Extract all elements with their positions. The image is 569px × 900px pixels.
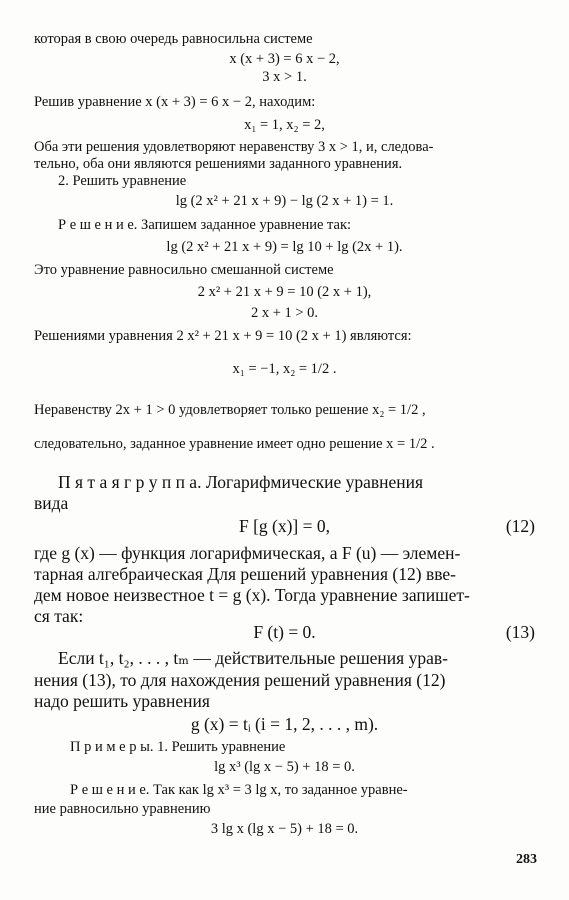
text-line: вида bbox=[34, 493, 69, 513]
equation-line: lg x³ (lg x − 5) + 18 = 0. bbox=[214, 759, 355, 775]
equation-line: x₁ = 1, x₂ = 2, bbox=[244, 117, 325, 133]
equation-line: x₁ = −1, x₂ = 1/2 . bbox=[232, 361, 337, 377]
page-number: 283 bbox=[516, 852, 537, 867]
equation-line: 3 lg x (lg x − 5) + 18 = 0. bbox=[210, 821, 359, 837]
text-line: дем новое неизвестное t = g (x). Тогда уравнение запишет- bbox=[34, 585, 470, 605]
text-line: П р и м е р ы. 1. Решить уравнение bbox=[70, 739, 286, 755]
text-line: Это уравнение равносильно смешанной системе bbox=[34, 262, 334, 278]
equation-number: (13) bbox=[505, 622, 535, 642]
section-heading: П я т а я г р у п п а. Логарифмические уравнения bbox=[58, 472, 424, 492]
text-line: Если t₁, t₂, . . . , tₘ — действительные решения урав- bbox=[58, 648, 448, 668]
text-line: Оба эти решения удовлетворяют неравенству 3 x > 1, и, следова- bbox=[34, 139, 434, 155]
text-line: Решив уравнение x (x + 3) = 6 x − 2, находим: bbox=[34, 94, 316, 110]
text-line: следовательно, заданное уравнение имеет одно решение x = 1/2 . bbox=[34, 436, 435, 452]
text-line: надо решить уравнения bbox=[34, 691, 210, 711]
equation-line: lg (2 x² + 21 x + 9) = lg 10 + lg (2x + 1). bbox=[166, 239, 403, 255]
text-line: 2. Решить уравнение bbox=[58, 173, 187, 189]
equation-line: 2 x² + 21 x + 9 = 10 (2 x + 1), bbox=[197, 284, 372, 300]
text-line: Р е ш е н и е. Запишем заданное уравнение так: bbox=[58, 217, 352, 233]
equation-line: F [g (x)] = 0, bbox=[238, 516, 331, 536]
text-line: тарная алгебраическая Для решений уравнения (12) вве- bbox=[34, 564, 456, 584]
equation-line: lg (2 x² + 21 x + 9) − lg (2 x + 1) = 1. bbox=[175, 193, 394, 209]
text-line: ние равносильно уравнению bbox=[34, 801, 211, 817]
equation-line: x (x + 3) = 6 x − 2, bbox=[229, 51, 340, 67]
equation-line: g (x) = tᵢ (i = 1, 2, . . . , m). bbox=[190, 714, 379, 734]
equation-line: F (t) = 0. bbox=[253, 622, 316, 642]
text-line: Неравенству 2x + 1 > 0 удовлетворяет только решение x₂ = 1/2 , bbox=[34, 402, 426, 418]
equation-number: (12) bbox=[505, 516, 535, 536]
text-line: ся так: bbox=[34, 606, 84, 626]
text-line: нения (13), то для нахождения решений уравнения (12) bbox=[34, 670, 446, 690]
text-line: которая в свою очередь равносильна системе bbox=[34, 31, 313, 47]
text-line: Р е ш е н и е. Так как lg x³ = 3 lg x, то заданное уравне- bbox=[70, 782, 408, 798]
equation-line: 2 x + 1 > 0. bbox=[250, 305, 319, 321]
text-line: где g (x) — функция логарифмическая, а F (u) — элемен- bbox=[34, 543, 461, 563]
text-line: Решениями уравнения 2 x² + 21 x + 9 = 10 (2 x + 1) являются: bbox=[34, 328, 412, 344]
text-line: тельно, оба они являются решениями заданного уравнения. bbox=[34, 156, 403, 172]
equation-line: 3 x > 1. bbox=[262, 69, 307, 85]
